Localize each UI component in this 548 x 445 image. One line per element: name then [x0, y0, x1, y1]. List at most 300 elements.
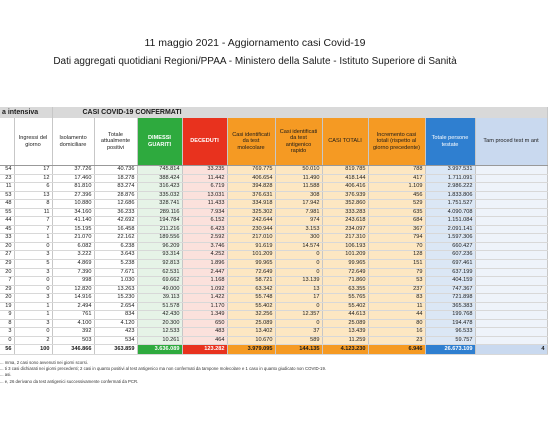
table-cell: 128 [368, 251, 425, 260]
table-cell: 819.785 [322, 166, 368, 175]
table-cell: 12.820 [52, 285, 94, 294]
table-cell: 376.631 [227, 191, 275, 200]
table-cell: 8 [14, 200, 52, 209]
table-cell: 1.711.091 [425, 174, 475, 183]
table-cell: 55 [0, 208, 14, 217]
table-cell: 1.422 [182, 294, 227, 303]
table-cell: 11.433 [182, 200, 227, 209]
table-cell: 365.383 [425, 302, 475, 311]
total-cell: 100 [14, 345, 52, 355]
table-cell: 17.460 [52, 174, 94, 183]
table-cell: 211.216 [137, 225, 182, 234]
col-header-ingressi: Ingressi del giorno [14, 118, 52, 166]
table-cell: 11.259 [322, 336, 368, 345]
table-cell: 194.784 [137, 217, 182, 226]
table-row [0, 166, 547, 175]
table-cell: 34.160 [52, 208, 94, 217]
footnote: ... mma, 2 casi sono avvenuti nei giorni scorsi. [0, 360, 88, 365]
table-cell: 25.089 [227, 319, 275, 328]
table-cell: 11.588 [275, 183, 322, 192]
table-cell: 80 [368, 319, 425, 328]
table-cell: 1 [14, 311, 52, 320]
table-cell: 0 [14, 328, 52, 337]
table-cell: 529 [368, 200, 425, 209]
table-cell: 1.751.527 [425, 200, 475, 209]
table-cell: 92.813 [137, 260, 182, 269]
table-cell [475, 217, 547, 226]
table-cell: 11 [368, 302, 425, 311]
total-cell: 3.636.089 [137, 345, 182, 355]
col-header-attualmente-positivi: Totale attualmente positivi [94, 118, 137, 166]
table-cell: 2.592 [182, 234, 227, 243]
table-cell: 11 [0, 183, 14, 192]
table-row [0, 311, 547, 320]
table-cell: 745.814 [137, 166, 182, 175]
table-cell: 99.965 [227, 260, 275, 269]
table-cell: 4.090.708 [425, 208, 475, 217]
table-cell: 21.070 [52, 234, 94, 243]
table-cell: 3 [14, 268, 52, 277]
table-row [0, 336, 547, 345]
table-cell: 17 [14, 166, 52, 175]
table-cell [475, 191, 547, 200]
col-header-0 [0, 118, 14, 166]
table-cell: 37.726 [52, 166, 94, 175]
table-cell: 3.746 [182, 242, 227, 251]
col-header-test-antigenico: Casi identificati da test antigenico rapido [275, 118, 322, 166]
table-cell: 761 [52, 311, 94, 320]
table-cell: 974 [275, 217, 322, 226]
table-cell: 635 [368, 208, 425, 217]
table-cell [475, 208, 547, 217]
table-cell [475, 166, 547, 175]
table-cell: 44 [0, 217, 14, 226]
table-cell: 55.402 [227, 302, 275, 311]
table-cell: 12.686 [94, 200, 137, 209]
col-header-isolamento: Isolamento domiciliare [52, 118, 94, 166]
table-row [0, 225, 547, 234]
table-cell: 2.494 [52, 302, 94, 311]
table-row [0, 285, 547, 294]
table-cell: 15.195 [52, 225, 94, 234]
col-header-incremento: Incremento casi totali (rispetto al giorno precedente) [368, 118, 425, 166]
table-cell: 22.162 [94, 234, 137, 243]
table-row [0, 319, 547, 328]
table-cell: 406.654 [227, 174, 275, 183]
table-cell: 54 [0, 166, 14, 175]
total-cell: 3.979.095 [227, 345, 275, 355]
table-cell: 589 [275, 336, 322, 345]
table-cell: 0 [14, 242, 52, 251]
table-cell: 33.235 [182, 166, 227, 175]
table-cell: 53 [0, 191, 14, 200]
table-cell: 7.934 [182, 208, 227, 217]
table-cell [475, 174, 547, 183]
table-cell: 3.997.531 [425, 166, 475, 175]
table-cell: 40.736 [94, 166, 137, 175]
table-row [0, 200, 547, 209]
col-header-casi-totali: CASI TOTALI [322, 118, 368, 166]
table-cell: 1.151.084 [425, 217, 475, 226]
table-cell: 2 [14, 336, 52, 345]
table-cell: 93.314 [137, 251, 182, 260]
table-cell: 11.442 [182, 174, 227, 183]
table-cell: 4.100 [52, 319, 94, 328]
table-cell: 20.300 [137, 319, 182, 328]
table-cell: 217.310 [322, 234, 368, 243]
table-row [0, 251, 547, 260]
table-cell: 101.209 [227, 251, 275, 260]
table-cell [475, 200, 547, 209]
table-cell [475, 336, 547, 345]
table-cell: 39.113 [137, 294, 182, 303]
table-cell: 3 [14, 294, 52, 303]
table-cell: 42.692 [94, 217, 137, 226]
table-cell: 71.860 [322, 277, 368, 286]
table-cell: 7.981 [275, 208, 322, 217]
table-cell: 503 [52, 336, 94, 345]
table-cell: 7.671 [94, 268, 137, 277]
table-cell: 1.896 [182, 260, 227, 269]
table-cell: 998 [52, 277, 94, 286]
table-cell: 25.089 [322, 319, 368, 328]
table-row [0, 217, 547, 226]
table-cell: 81.810 [52, 183, 94, 192]
table-cell: 300 [275, 234, 322, 243]
table-cell: 55.402 [322, 302, 368, 311]
table-cell: 6.423 [182, 225, 227, 234]
table-cell: 0 [275, 251, 322, 260]
table-cell: 9 [0, 311, 14, 320]
table-cell: 464 [182, 336, 227, 345]
table-cell: 2.447 [182, 268, 227, 277]
table-cell: 834 [94, 311, 137, 320]
total-cell: 346.866 [52, 345, 94, 355]
page-subtitle: Dati aggregati quotidiani Regioni/PPAA - Ministero della Salute - Istituto Superiore di Sanità [53, 56, 457, 67]
table-cell: 394.828 [227, 183, 275, 192]
table-cell: 12 [14, 174, 52, 183]
table-cell: 3.643 [94, 251, 137, 260]
covid-data-table [0, 107, 548, 355]
table-cell [475, 294, 547, 303]
table-row [0, 277, 547, 286]
table-cell: 151 [368, 260, 425, 269]
total-cell: 123.282 [182, 345, 227, 355]
table-cell: 69.662 [137, 277, 182, 286]
table-cell: 101.209 [322, 251, 368, 260]
total-cell: 4.123.230 [322, 345, 368, 355]
table-cell: 106.193 [322, 242, 368, 251]
table-cell [475, 277, 547, 286]
table-cell: 29 [0, 260, 14, 269]
table-cell: 44.613 [322, 311, 368, 320]
table-cell: 388.424 [137, 174, 182, 183]
table-cell: 423 [94, 328, 137, 337]
covid-table-container [0, 107, 545, 355]
total-cell: 363.859 [94, 345, 137, 355]
table-cell: 483 [182, 328, 227, 337]
table-cell: 747.367 [425, 285, 475, 294]
table-cell: 16.458 [94, 225, 137, 234]
table-cell: 79 [368, 268, 425, 277]
table-cell: 3.222 [52, 251, 94, 260]
table-cell [475, 242, 547, 251]
table-cell: 6.082 [52, 242, 94, 251]
col-header-tamponi: Tam proced test m ant [475, 118, 547, 166]
table-cell: 12.533 [137, 328, 182, 337]
total-cell: 6.946 [368, 345, 425, 355]
table-cell: 53 [368, 277, 425, 286]
table-cell: 7 [14, 225, 52, 234]
table-cell: 2.091.141 [425, 225, 475, 234]
table-cell: 29 [0, 285, 14, 294]
table-cell: 8 [0, 319, 14, 328]
table-row [0, 191, 547, 200]
table-cell: 1.597.306 [425, 234, 475, 243]
table-cell: 42.430 [137, 311, 182, 320]
table-cell: 660.427 [425, 242, 475, 251]
table-cell: 91.619 [227, 242, 275, 251]
table-row [0, 328, 547, 337]
table-cell: 243.618 [322, 217, 368, 226]
table-cell: 3 [14, 251, 52, 260]
table-cell: 794 [368, 234, 425, 243]
table-cell: 721.898 [425, 294, 475, 303]
table-cell: 83.274 [94, 183, 137, 192]
table-cell: 12.357 [275, 311, 322, 320]
table-cell: 10.261 [137, 336, 182, 345]
footnote: ... ti 3 casi dichiarati nei giorni precedenti; 2 casi in quanto positivi al test antigenico ma non confermati da tampone molecolare e 1 caso in quanto giudicato non COVID-19. [0, 366, 327, 372]
table-cell: 1.170 [182, 302, 227, 311]
table-cell: 392 [52, 328, 94, 337]
table-cell: 242.644 [227, 217, 275, 226]
table-cell: 7 [0, 277, 14, 286]
table-cell: 289.116 [137, 208, 182, 217]
table-cell: 10.880 [52, 200, 94, 209]
table-cell: 11 [14, 208, 52, 217]
table-cell: 13.031 [182, 191, 227, 200]
table-cell: 0 [275, 260, 322, 269]
banner-main-label: CASI COVID-19 CONFERMATI [52, 107, 547, 118]
table-cell: 637.199 [425, 268, 475, 277]
table-cell: 788 [368, 166, 425, 175]
table-cell: 14.574 [275, 242, 322, 251]
table-cell: 335.032 [137, 191, 182, 200]
table-cell: 308 [275, 191, 322, 200]
table-cell: 33 [0, 234, 14, 243]
table-cell: 13 [275, 285, 322, 294]
table-row [0, 208, 547, 217]
table-header-row [0, 118, 547, 166]
table-cell: 62.531 [137, 268, 182, 277]
table-cell [475, 251, 547, 260]
table-cell: 333.283 [322, 208, 368, 217]
table-body [0, 166, 547, 345]
table-cell [475, 234, 547, 243]
table-cell [475, 268, 547, 277]
table-cell: 15.230 [94, 294, 137, 303]
table-cell [475, 225, 547, 234]
table-cell [475, 183, 547, 192]
table-row [0, 183, 547, 192]
table-cell: 1.833.806 [425, 191, 475, 200]
table-cell: 684 [368, 217, 425, 226]
table-cell: 13.402 [227, 328, 275, 337]
table-cell: 4.869 [52, 260, 94, 269]
table-cell: 7.390 [52, 268, 94, 277]
table-cell: 13.439 [322, 328, 368, 337]
table-cell: 234.097 [322, 225, 368, 234]
table-cell: 237 [368, 285, 425, 294]
table-cell: 607.236 [425, 251, 475, 260]
table-banner-row [0, 107, 547, 118]
table-cell: 55.765 [322, 294, 368, 303]
totals-row [0, 345, 547, 355]
table-cell: 4.120 [94, 319, 137, 328]
table-cell: 50.010 [275, 166, 322, 175]
footnote: ... e, 26 derivano da test antigenici successivamente confermati da PCR. [0, 378, 139, 384]
table-cell: 72.649 [322, 268, 368, 277]
table-cell [475, 319, 547, 328]
table-cell: 28.876 [94, 191, 137, 200]
table-cell: 7 [14, 217, 52, 226]
table-cell: 1 [14, 234, 52, 243]
table-cell: 96.209 [137, 242, 182, 251]
table-cell: 6.152 [182, 217, 227, 226]
col-header-test-molecolare: Casi identificati da test molecolare [227, 118, 275, 166]
table-cell: 14.916 [52, 294, 94, 303]
table-cell: 27 [0, 251, 14, 260]
table-cell: 49.000 [137, 285, 182, 294]
table-cell [475, 260, 547, 269]
table-cell: 27.396 [52, 191, 94, 200]
footnotes [0, 360, 326, 385]
table-cell: 63.342 [227, 285, 275, 294]
table-row [0, 174, 547, 183]
table-cell: 2.986.222 [425, 183, 475, 192]
table-cell: 769.775 [227, 166, 275, 175]
table-cell: 11.490 [275, 174, 322, 183]
table-row [0, 302, 547, 311]
table-cell: 36.233 [94, 208, 137, 217]
table-cell: 45 [0, 225, 14, 234]
table-cell: 83 [368, 294, 425, 303]
page-title: 11 maggio 2021 - Aggiornamento casi Covid-19 [144, 37, 366, 49]
table-row [0, 294, 547, 303]
table-cell: 13.139 [275, 277, 322, 286]
table-cell: 1 [14, 302, 52, 311]
table-cell: 37 [275, 328, 322, 337]
table-cell: 0 [275, 319, 322, 328]
table-cell: 96.533 [425, 328, 475, 337]
table-cell: 0 [0, 336, 14, 345]
col-header-deceduti: DECEDUTI [182, 118, 227, 166]
table-cell: 17 [275, 294, 322, 303]
table-cell: 55.748 [227, 294, 275, 303]
table-cell: 16 [368, 328, 425, 337]
table-cell: 406.416 [322, 183, 368, 192]
table-cell: 59.757 [425, 336, 475, 345]
table-cell: 72.649 [227, 268, 275, 277]
col-header-dimessi-guariti: DIMESSI GUARITI [137, 118, 182, 166]
table-cell: 6.238 [94, 242, 137, 251]
total-cell: 26.673.109 [425, 345, 475, 355]
table-cell: 48 [0, 200, 14, 209]
table-cell: 0 [14, 285, 52, 294]
table-cell: 376.939 [322, 191, 368, 200]
table-cell [475, 328, 547, 337]
table-cell: 19 [0, 302, 14, 311]
total-cell: 144.135 [275, 345, 322, 355]
total-cell: 4 [475, 345, 547, 355]
table-cell: 1.168 [182, 277, 227, 286]
col-header-persone-testate: Totale persone testate [425, 118, 475, 166]
table-cell [475, 285, 547, 294]
table-row [0, 268, 547, 277]
table-cell: 63.355 [322, 285, 368, 294]
table-cell: 5.238 [94, 260, 137, 269]
table-cell: 456 [368, 191, 425, 200]
table-cell: 44 [368, 311, 425, 320]
table-cell: 13.263 [94, 285, 137, 294]
table-cell: 189.556 [137, 234, 182, 243]
table-cell: 650 [182, 319, 227, 328]
table-cell: 404.159 [425, 277, 475, 286]
table-cell: 99.965 [322, 260, 368, 269]
table-cell: 3 [0, 328, 14, 337]
table-cell: 6 [14, 183, 52, 192]
table-cell: 0 [275, 302, 322, 311]
table-cell: 328.741 [137, 200, 182, 209]
table-cell: 20 [0, 242, 14, 251]
table-row [0, 242, 547, 251]
table-cell: 51.578 [137, 302, 182, 311]
total-cell: 56 [0, 345, 14, 355]
footnote: ... asi. [0, 372, 12, 378]
table-cell: 230.944 [227, 225, 275, 234]
table-cell: 534 [94, 336, 137, 345]
table-cell: 199.768 [425, 311, 475, 320]
table-cell: 6.719 [182, 183, 227, 192]
table-cell: 0 [275, 268, 322, 277]
table-cell: 1.109 [368, 183, 425, 192]
table-cell: 334.918 [227, 200, 275, 209]
table-cell: 41.140 [52, 217, 94, 226]
table-cell: 418.144 [322, 174, 368, 183]
table-cell: 417 [368, 174, 425, 183]
table-row [0, 260, 547, 269]
table-cell: 10.670 [227, 336, 275, 345]
table-cell: 4.252 [182, 251, 227, 260]
table-row [0, 234, 547, 243]
table-cell: 23 [368, 336, 425, 345]
table-cell: 367 [368, 225, 425, 234]
table-cell: 3.153 [275, 225, 322, 234]
table-cell: 316.423 [137, 183, 182, 192]
table-cell [475, 302, 547, 311]
table-cell: 58.721 [227, 277, 275, 286]
table-cell: 5 [14, 260, 52, 269]
table-cell [475, 311, 547, 320]
table-cell: 1.092 [182, 285, 227, 294]
table-cell: 194.478 [425, 319, 475, 328]
table-cell: 23 [0, 174, 14, 183]
table-cell: 20 [0, 294, 14, 303]
table-cell: 352.860 [322, 200, 368, 209]
table-cell: 325.302 [227, 208, 275, 217]
table-cell: 32.256 [227, 311, 275, 320]
table-cell: 1.030 [94, 277, 137, 286]
